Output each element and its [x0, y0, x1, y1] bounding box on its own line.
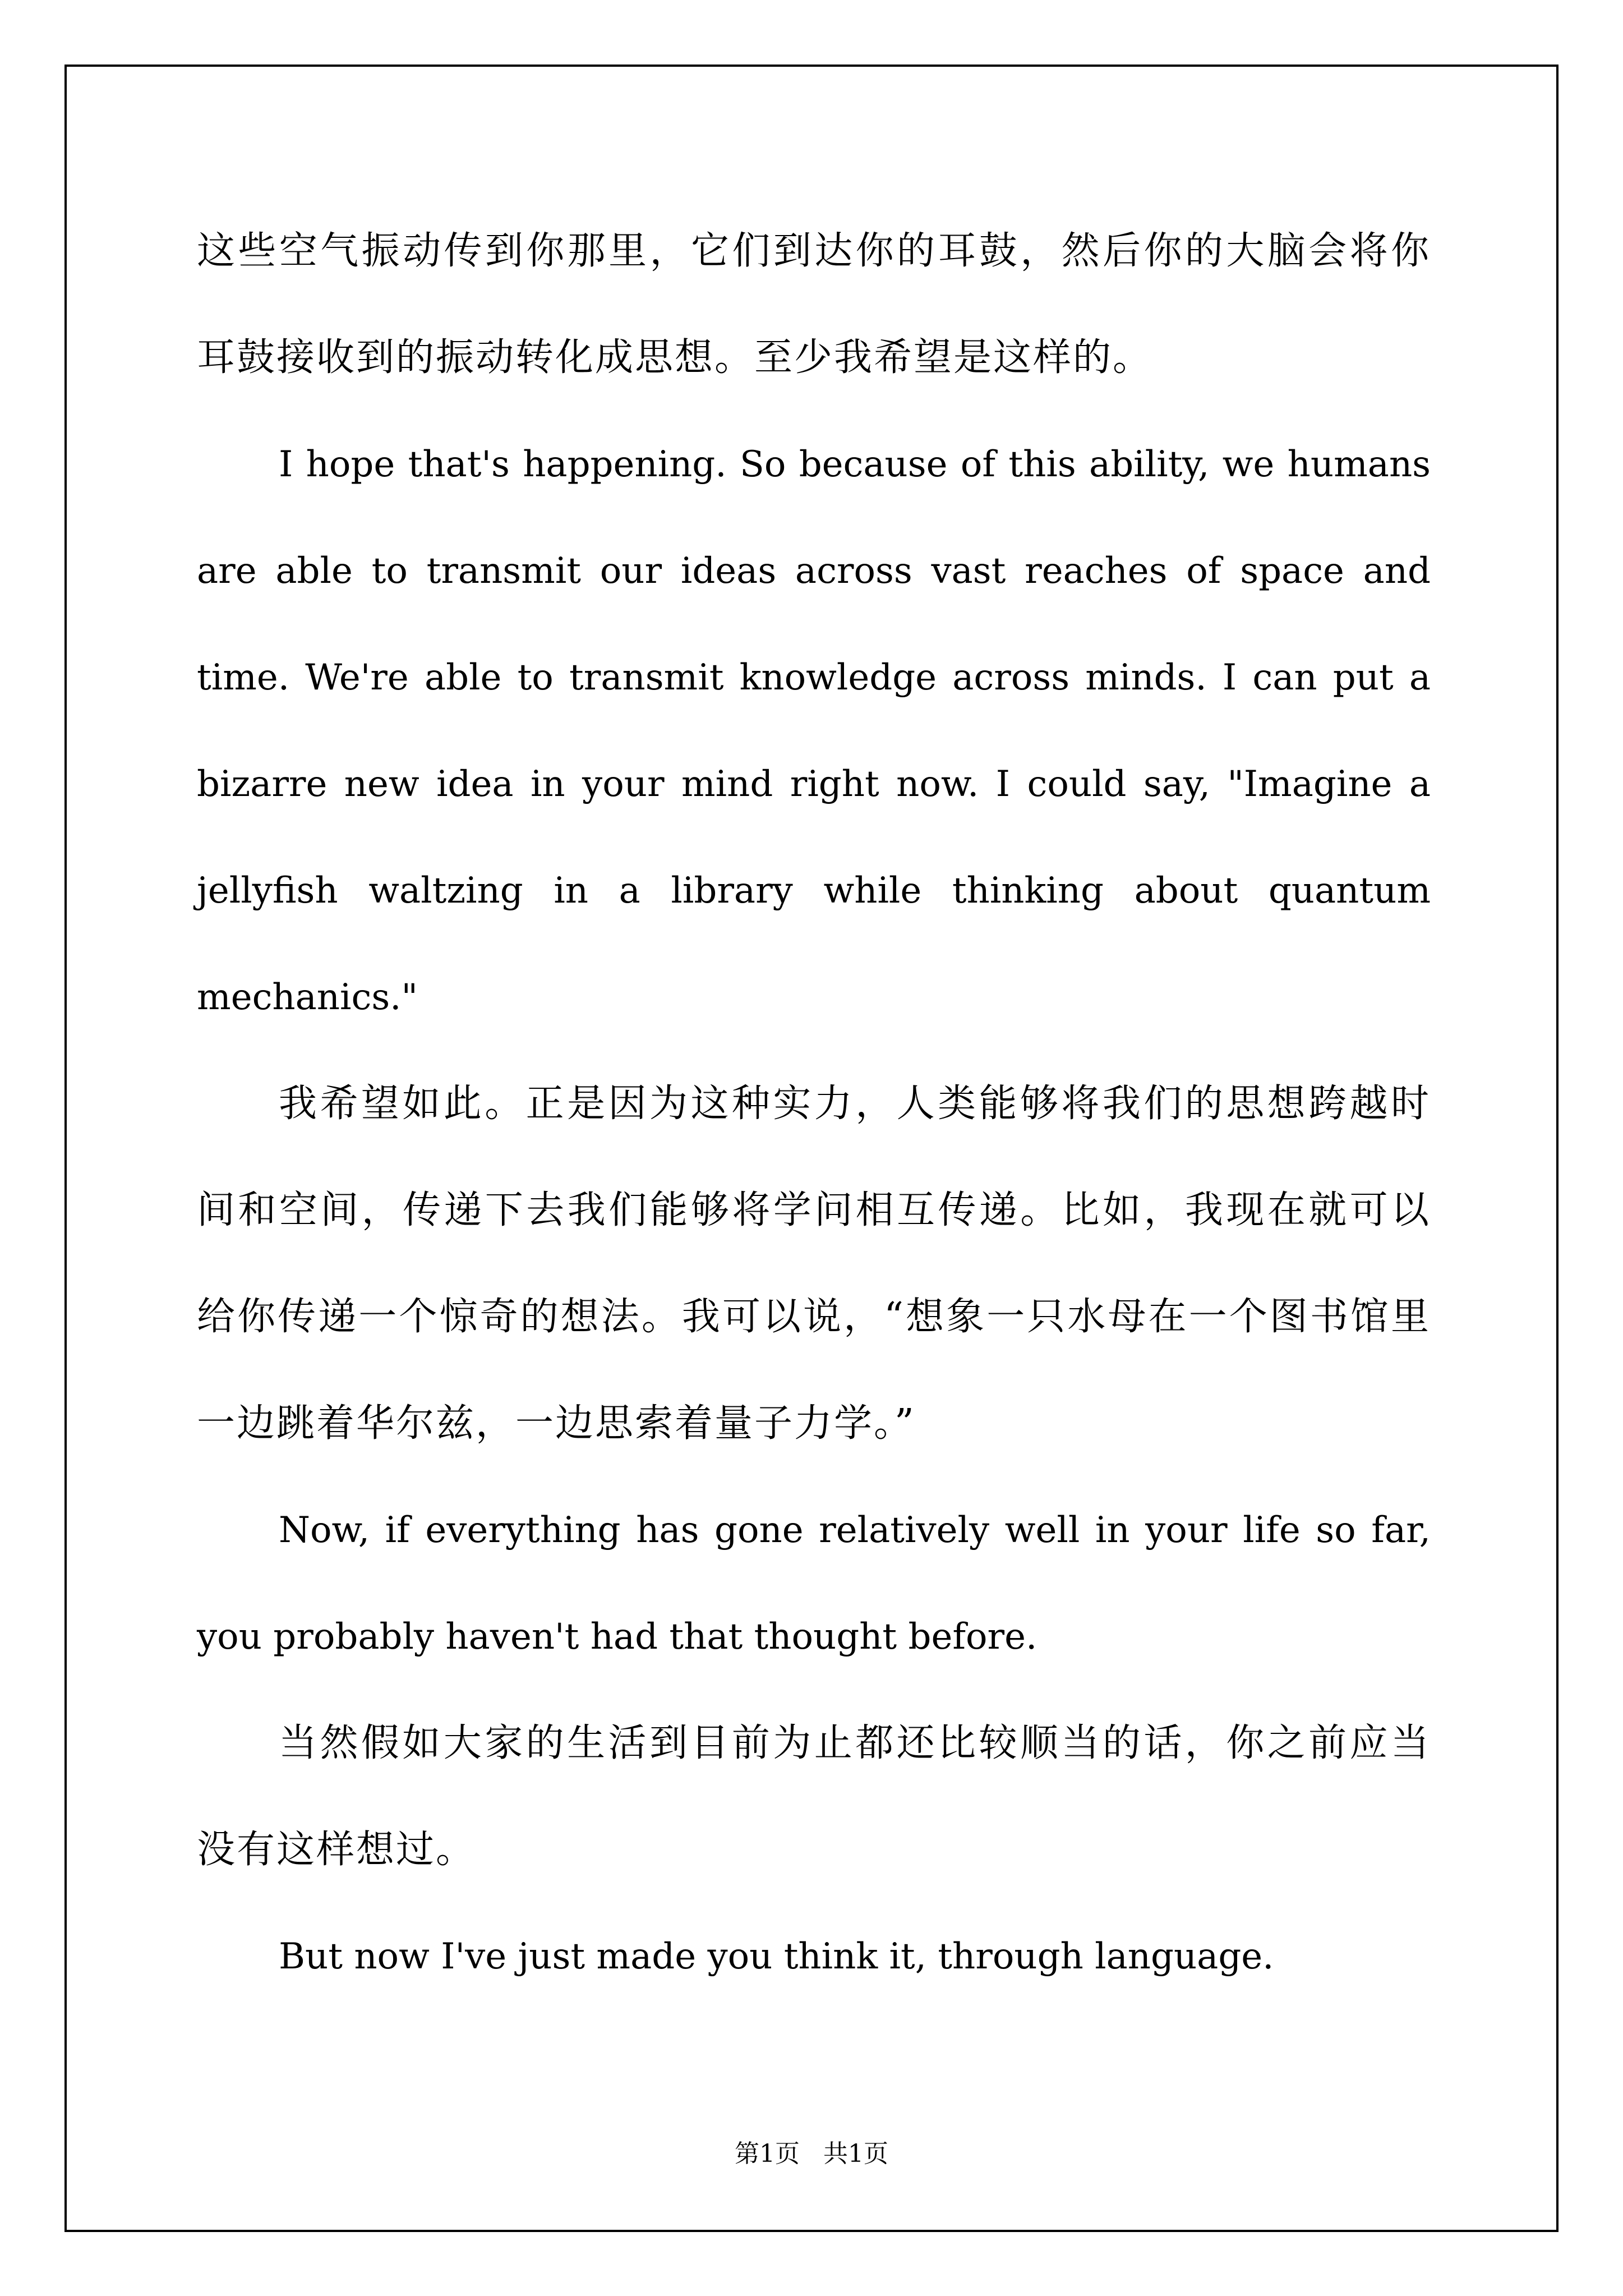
page-total: 共1页	[823, 2139, 888, 2168]
paragraph-1: 这些空气振动传到你那里，它们到达你的耳鼓，然后你的大脑会将你耳鼓接收到的振动转化成思想。至少我希望是这样的。	[197, 229, 1431, 380]
paragraph-3: 我希望如此。正是因为这种实力，人类能够将我们的思想跨越时间和空间，传递下去我们能够将学问相互传递。比如，我现在就可以给你传递一个惊奇的想法。我可以说，“想象一只水母在一个图书馆里一边跳着华尔兹，一边思索着量子力学。”	[197, 1082, 1431, 1446]
paragraph-6: But now I've just made you think it, through language.	[279, 1936, 1274, 1977]
document-body	[197, 198, 1431, 2010]
paragraph-2: I hope that's happening. So because of this ability, we humans are able to transmit our ideas across vast reaches of space and time. We're able to transmit knowledge across minds. I can put a bizarre new idea in your mind right now. I could say, "Imagine a jellyfish waltzing in a library while thinking about quantum mechanics."	[197, 444, 1431, 1018]
paragraph-4: Now, if everything has gone relatively well in your life so far, you probably haven't had that thought before.	[197, 1510, 1431, 1658]
page-footer	[0, 2133, 1623, 2169]
paragraph-5: 当然假如大家的生活到目前为止都还比较顺当的话，你之前应当没有这样想过。	[197, 1721, 1431, 1872]
page-number: 第1页	[735, 2139, 800, 2168]
